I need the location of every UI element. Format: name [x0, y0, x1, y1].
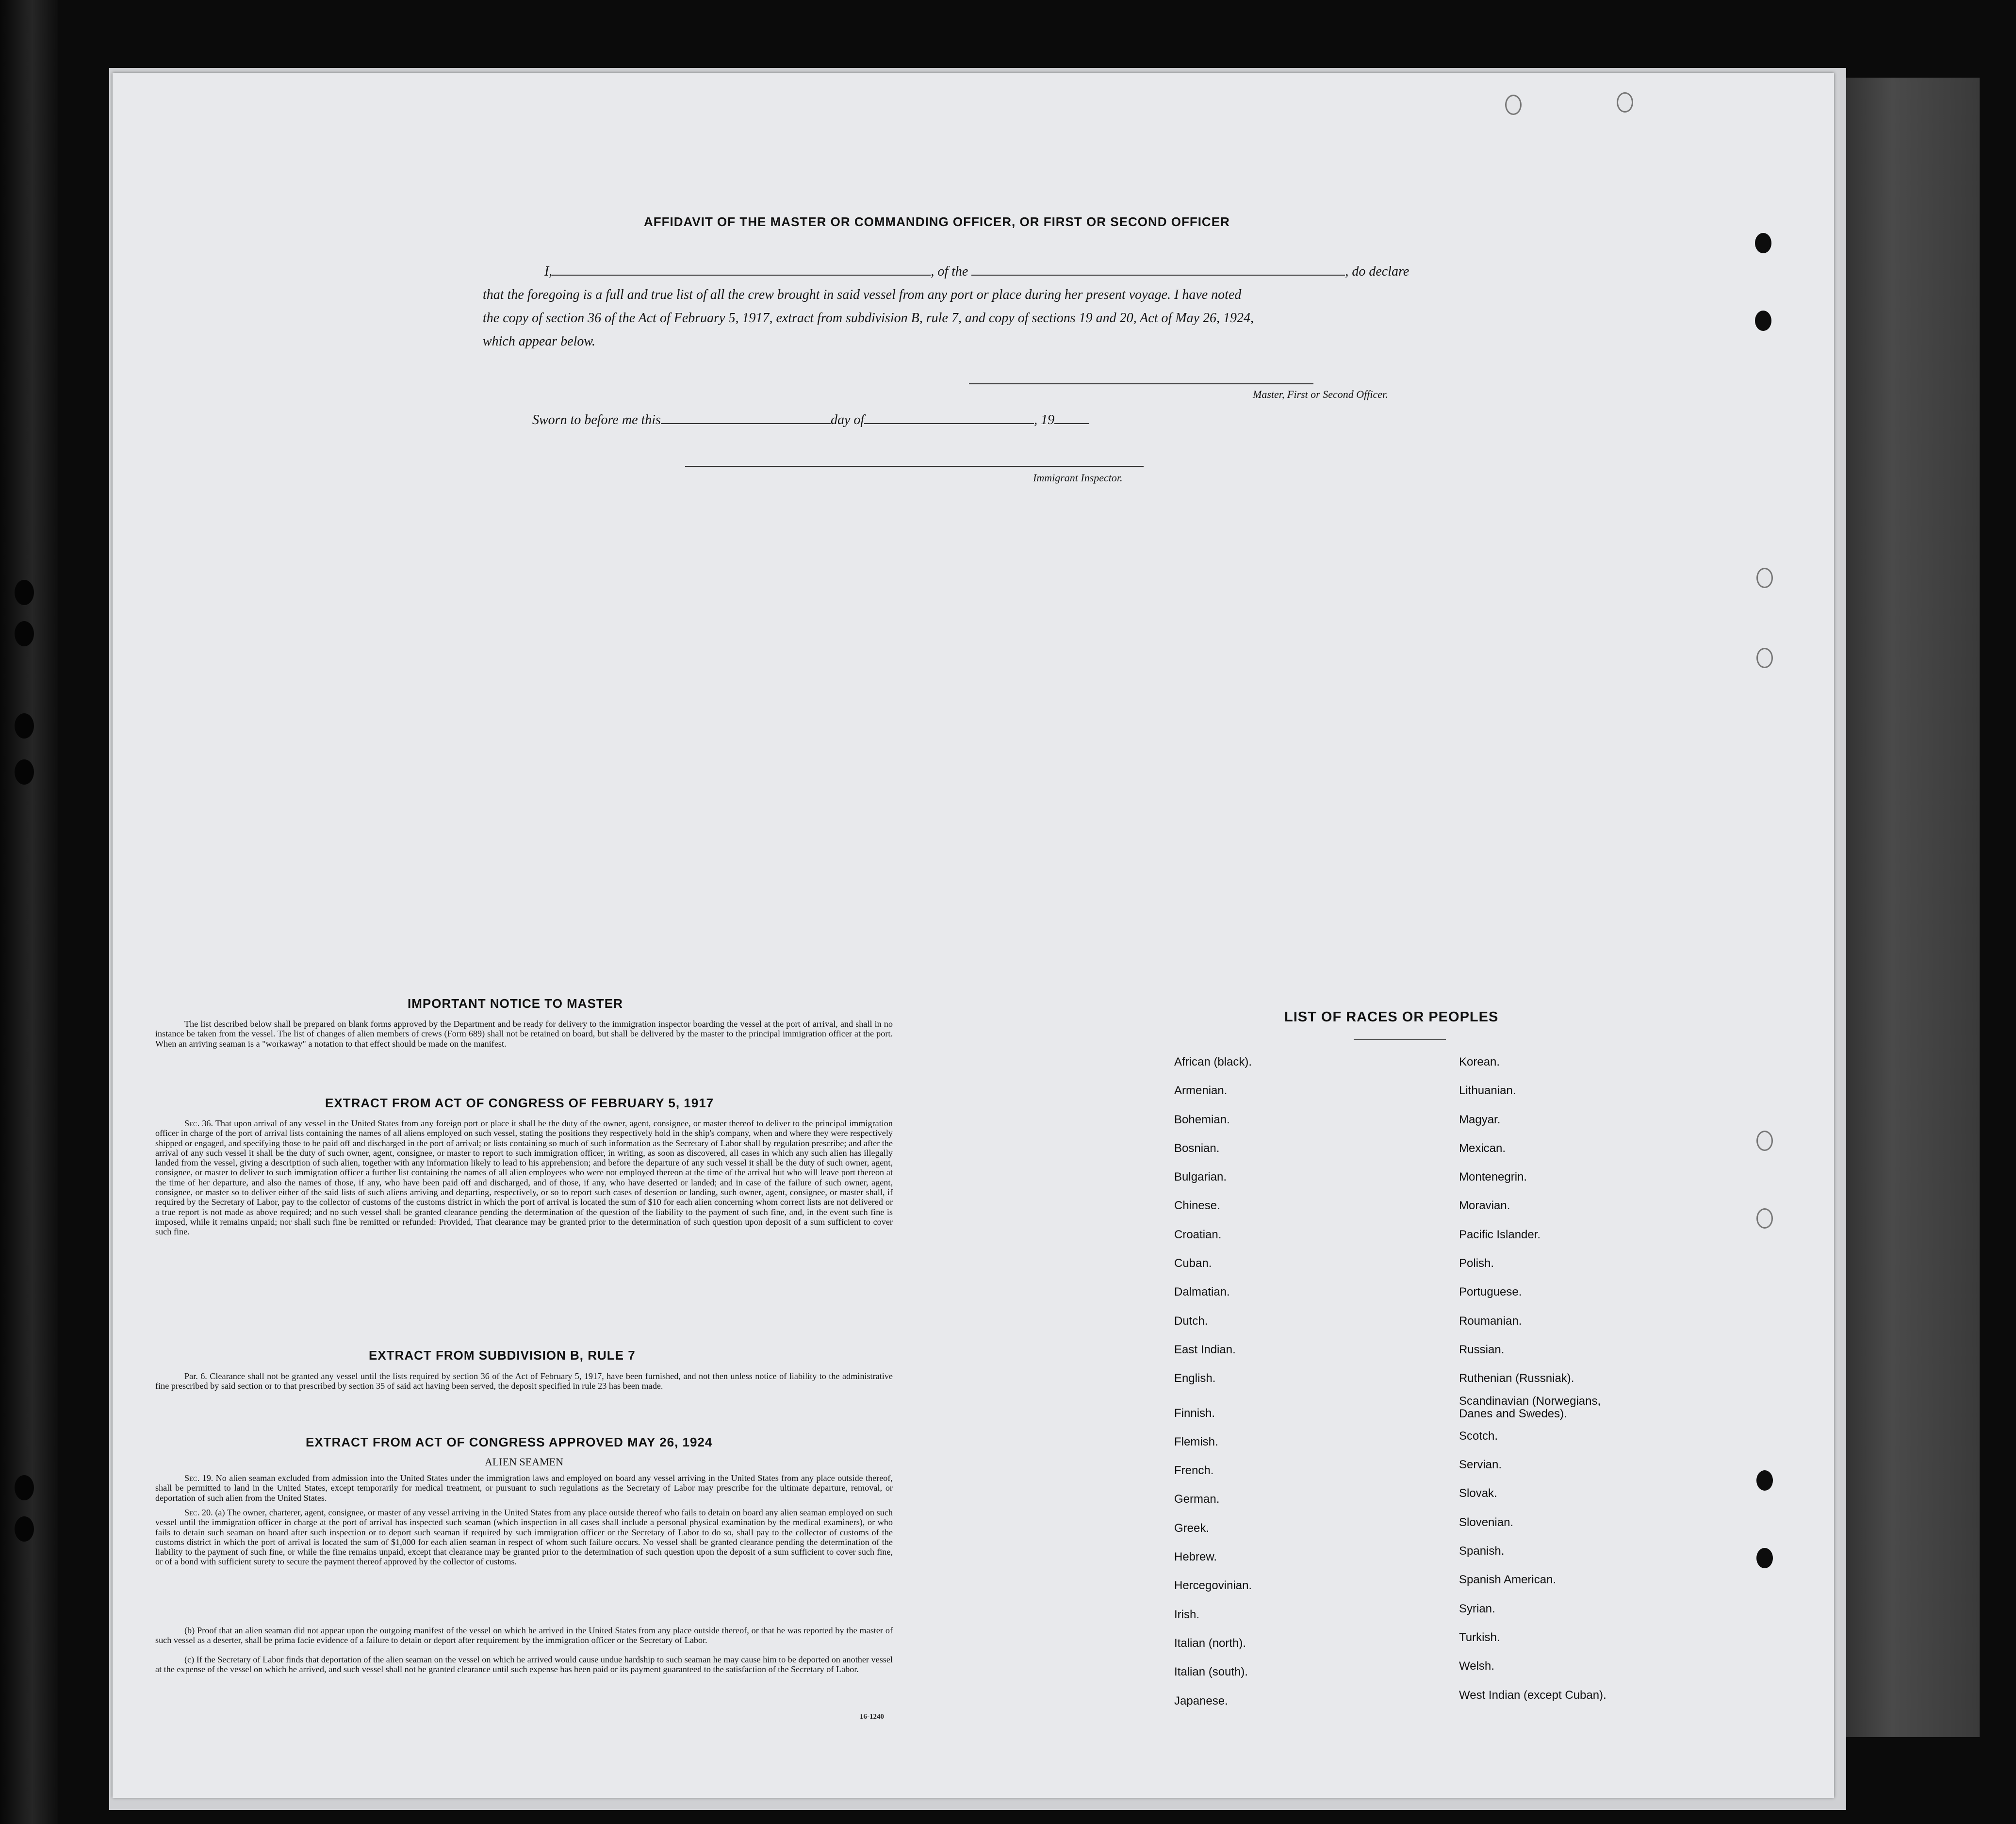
race-item: Portuguese. [1459, 1285, 1522, 1299]
race-item: Bohemian. [1174, 1113, 1230, 1126]
race-item: Flemish. [1174, 1435, 1218, 1448]
extract-1924-subtitle: ALIEN SEAMEN [485, 1456, 563, 1468]
manifest-page [113, 73, 1834, 1798]
race-item: West Indian (except Cuban). [1459, 1688, 1606, 1702]
affidavit-of-the: , of the [931, 264, 968, 279]
race-item: Slovenian. [1459, 1515, 1514, 1529]
race-item: Welsh. [1459, 1660, 1494, 1673]
race-item: Syrian. [1459, 1602, 1495, 1615]
race-item: Bulgarian. [1174, 1170, 1227, 1184]
inspector-signature-caption: Immigrant Inspector. [1033, 472, 1123, 484]
race-item: Montenegrin. [1459, 1170, 1527, 1184]
extract-1917-lead: Sec. 36. [184, 1118, 213, 1128]
sec19-body [155, 1473, 893, 1503]
race-item: Bosnian. [1174, 1141, 1220, 1155]
scan-right-edge [1834, 78, 1980, 1737]
race-item: Mexican. [1459, 1141, 1506, 1155]
race-item: Roumanian. [1459, 1314, 1522, 1328]
race-item: Hercegovinian. [1174, 1579, 1252, 1593]
race-item: Italian (south). [1174, 1665, 1248, 1679]
affidavit-title: AFFIDAVIT OF THE MASTER OR COMMANDING OFFICER, OR FIRST OR SECOND OFFICER [644, 214, 1230, 229]
sworn-month-field[interactable] [864, 411, 1034, 424]
sec20a-body [155, 1508, 893, 1567]
sworn-year: , 19 [1034, 412, 1055, 427]
race-item: Polish. [1459, 1257, 1494, 1270]
sec19-lead: Sec. 19. [184, 1473, 213, 1483]
race-item: French. [1174, 1464, 1214, 1478]
binder-hole [15, 621, 34, 646]
race-item: Scandinavian (Norwegians, Danes and Swedes). [1459, 1394, 1601, 1420]
binder-hole [15, 580, 34, 605]
punch-hole [1617, 92, 1633, 113]
sec20c-body: (c) If the Secretary of Labor finds that deportation of the alien seaman on the vessel on which he arrived would cause undue hardship to such seaman he may cause him to be deported on another vessel at the expense of the vessel on which he arrived, and such vessel shall not be granted clearance until such expense has been paid or its payment guaranteed to the satisfaction of the Secretary of Labor. [155, 1655, 893, 1675]
sworn-day-field[interactable] [661, 411, 831, 424]
binder-hole [15, 1516, 34, 1542]
races-left-column [1174, 1055, 1252, 1723]
affidavit-line-4: which appear below. [483, 334, 596, 349]
race-item: Spanish. [1459, 1545, 1505, 1558]
race-item: Chinese. [1174, 1199, 1220, 1213]
extract-1917-body [155, 1118, 893, 1237]
race-item: Ruthenian (Russniak). [1459, 1372, 1574, 1385]
notice-title: IMPORTANT NOTICE TO MASTER [408, 996, 623, 1011]
punch-hole [1756, 1131, 1773, 1151]
race-item: Russian. [1459, 1343, 1505, 1356]
extract-rule7-title: EXTRACT FROM SUBDIVISION B, RULE 7 [369, 1348, 636, 1363]
race-item: Finnish. [1174, 1406, 1215, 1420]
race-item: East Indian. [1174, 1343, 1236, 1356]
affidavit-i: I, [544, 264, 553, 279]
race-item: Irish. [1174, 1608, 1200, 1621]
punch-hole [1756, 1470, 1773, 1491]
punch-hole [1756, 648, 1773, 668]
extract-1924-title: EXTRACT FROM ACT OF CONGRESS APPROVED MAY 26, 1924 [306, 1435, 713, 1449]
race-item: Lithuanian. [1459, 1084, 1516, 1098]
notice-body: The list described below shall be prepared on blank forms approved by the Department and be ready for delivery to the immigration inspector boarding the vessel at the port of arrival, and shall in no instance be taken from the vessel. The list of changes of alien members of crews (Form 689) shall not be retained on board, but shall be delivered by the master to the principal immigration officer at the port. When an arriving seaman is a "workaway" a notation to that effect should be made on the manifest. [155, 1019, 893, 1049]
inspector-signature-line[interactable] [685, 466, 1144, 467]
sworn-year-field[interactable] [1054, 411, 1089, 424]
vessel-name-field[interactable] [971, 262, 1345, 276]
race-item: Scotch. [1459, 1429, 1498, 1443]
extract-1917-text: That upon arrival of any vessel in the United States from any foreign port or place it shall be the duty of the owner, agent, consignee, or master thereof to deliver to the principal immigration officer in charge of the port of arrival lists containing the names of all aliens employed on such vessel, stating the positions they respectively hold in the ship's company, when and where they were respectively shipped or engaged, and specifying those to be paid off and discharged in the port of arrival; or lists containing so much of such information as the Secretary of Labor shall by regulation prescribe; and after the arrival of any such vessel it shall be the duty of such owner, agent, consignee, or master to report to such immigration officer, in writing, as soon as discovered, all cases in which any such alien has illegally landed from the vessel, giving a description of such alien, together with any information likely to lead to his apprehension; and before the departure of any such vessel it shall be the duty of such owner, agent, consignee, or master to deliver to such immigration officer a further list containing the names of all alien employees who were not employed thereon at the time of the arrival but who will leave port thereon at the time of her departure, and also the names of those, if any, who have been paid off and discharged, and of those, if any, who have deserted or landed; and in case of the failure of such owner, agent, consignee, or master so to deliver either of the said lists of such aliens arriving and departing, respectively, or so to report such cases of desertion or landing, such owner, agent, consignee, or master shall, if required by the Secretary of Labor, pay to the collector of customs of the customs district in which the port of arrival is located the sum of $10 for each alien concerning whom correct lists are not delivered or a true report is not made as above required; and no such vessel shall be granted clearance pending the determination of the question of the liability to the payment of such fine, and, in the event such fine is imposed, while it remains unpaid; nor shall such fine be remitted or refunded: Provided, That clearance may be granted prior to the determination of such question upon deposit of a sum sufficient to cover such fine. [155, 1118, 893, 1237]
master-signature-caption: Master, First or Second Officer. [1253, 388, 1388, 400]
race-item: African (black). [1174, 1055, 1252, 1068]
punch-hole [1756, 1548, 1773, 1568]
extract-1917-title: EXTRACT FROM ACT OF CONGRESS OF FEBRUARY 5, 1917 [325, 1096, 714, 1110]
binder-hole [15, 713, 34, 739]
race-item: German. [1174, 1493, 1220, 1506]
races-title-rule [1354, 1039, 1446, 1040]
race-item: Hebrew. [1174, 1550, 1217, 1564]
sworn-line [532, 409, 1089, 432]
sec20a-lead: Sec. 20. [184, 1508, 213, 1517]
race-item: Croatian. [1174, 1228, 1222, 1241]
sec20b-body: (b) Proof that an alien seaman did not appear upon the outgoing manifest of the vessel on which he arrived in the United States from any place outside thereof, or that he was reported by the master of such vessel as a deserter, shall be prima facie evidence of a failure to detain or deport after requirement by the immigration officer or the Secretary of Labor. [155, 1626, 893, 1645]
binder-hole [15, 759, 34, 785]
sec20a-text: (a) The owner, charterer, agent, consignee, or master of any vessel arriving in the United States from any place outside thereof who fails to detain on board any alien seaman employed on such vessel until the immigration officer in charge at the port of arrival has inspected such seaman (which inspection in all cases shall include a personal physical examination by the medical examiners), or who fails to detain such seaman on board after such inspection or to deport such seaman if required by such immigration officer or the Secretary of Labor to do so, shall pay to the collector of customs of the customs district in which the port of arrival is located the sum of $1,000 for each alien seaman in respect of whom such failure occurs. No vessel shall be granted clearance pending the determination of the liability to the payment of such fine, or while the fine remains unpaid, except that clearance may be granted prior to the determination of such question upon the deposit of a sum sufficient to cover such fine, or of a bond with sufficient surety to secure the payment thereof approved by the collector of customs. [155, 1508, 893, 1567]
race-item: Korean. [1459, 1055, 1500, 1068]
affidavit-line-3: the copy of section 36 of the Act of February 5, 1917, extract from subdivision B, rule 7, and copy of sections 19 and 20, Act of May 26, 1924, [483, 311, 1254, 326]
scan-left-edge [0, 0, 58, 1824]
sec19-text: No alien seaman excluded from admission into the United States under the immigration laws and employed on board any vessel arriving in the United States from any place outside thereof, shall be permitted to land in the United States, except temporarily for medical treatment, or pursuant to such regulations as the Secretary of Labor may prescribe for the ultimate departure, removal, or deportation of such alien from the United States. [155, 1473, 893, 1503]
binder-hole [15, 1475, 34, 1500]
affidavit-declare: , do declare [1345, 264, 1410, 279]
race-item: Moravian. [1459, 1199, 1510, 1213]
punch-hole [1756, 1208, 1773, 1229]
affidavit-line-2: that the foregoing is a full and true list of all the crew brought in said vessel from any port or place during her present voyage. I have noted [483, 287, 1242, 302]
master-name-field[interactable] [552, 262, 931, 276]
race-item: English. [1174, 1372, 1216, 1385]
race-item: Dutch. [1174, 1314, 1208, 1328]
race-item: Turkish. [1459, 1630, 1500, 1644]
race-item: Japanese. [1174, 1694, 1228, 1708]
punch-hole [1755, 311, 1771, 331]
race-item: Slovak. [1459, 1487, 1497, 1500]
sworn-prefix: Sworn to before me this [532, 412, 661, 427]
race-item: Spanish American. [1459, 1573, 1557, 1587]
punch-hole [1505, 95, 1522, 115]
extract-rule7-body: Par. 6. Clearance shall not be granted any vessel until the lists required by section 36 of the Act of February 5, 1917, have been furnished, and not then unless notice of liability to the administrative fine prescribed by said section or to that prescribed by section 35 of said act having been served, the deposit specified in rule 23 has been made. [155, 1371, 893, 1391]
master-signature-line[interactable] [969, 383, 1313, 384]
race-item: Dalmatian. [1174, 1285, 1230, 1299]
race-item: Magyar. [1459, 1113, 1501, 1126]
sworn-day-of: day of [830, 412, 865, 427]
race-item: Armenian. [1174, 1084, 1228, 1098]
race-item: Servian. [1459, 1458, 1502, 1472]
race-item: Greek. [1174, 1521, 1210, 1535]
races-title: LIST OF RACES OR PEOPLES [1284, 1009, 1499, 1025]
affidavit-line-1 [544, 260, 1409, 283]
punch-hole [1756, 568, 1773, 588]
form-number: 16-1240 [860, 1713, 884, 1721]
race-item: Cuban. [1174, 1257, 1212, 1270]
races-right-column [1459, 1055, 1634, 1717]
race-item: Pacific Islander. [1459, 1228, 1541, 1241]
race-item: Italian (north). [1174, 1636, 1246, 1650]
punch-hole [1755, 233, 1771, 253]
